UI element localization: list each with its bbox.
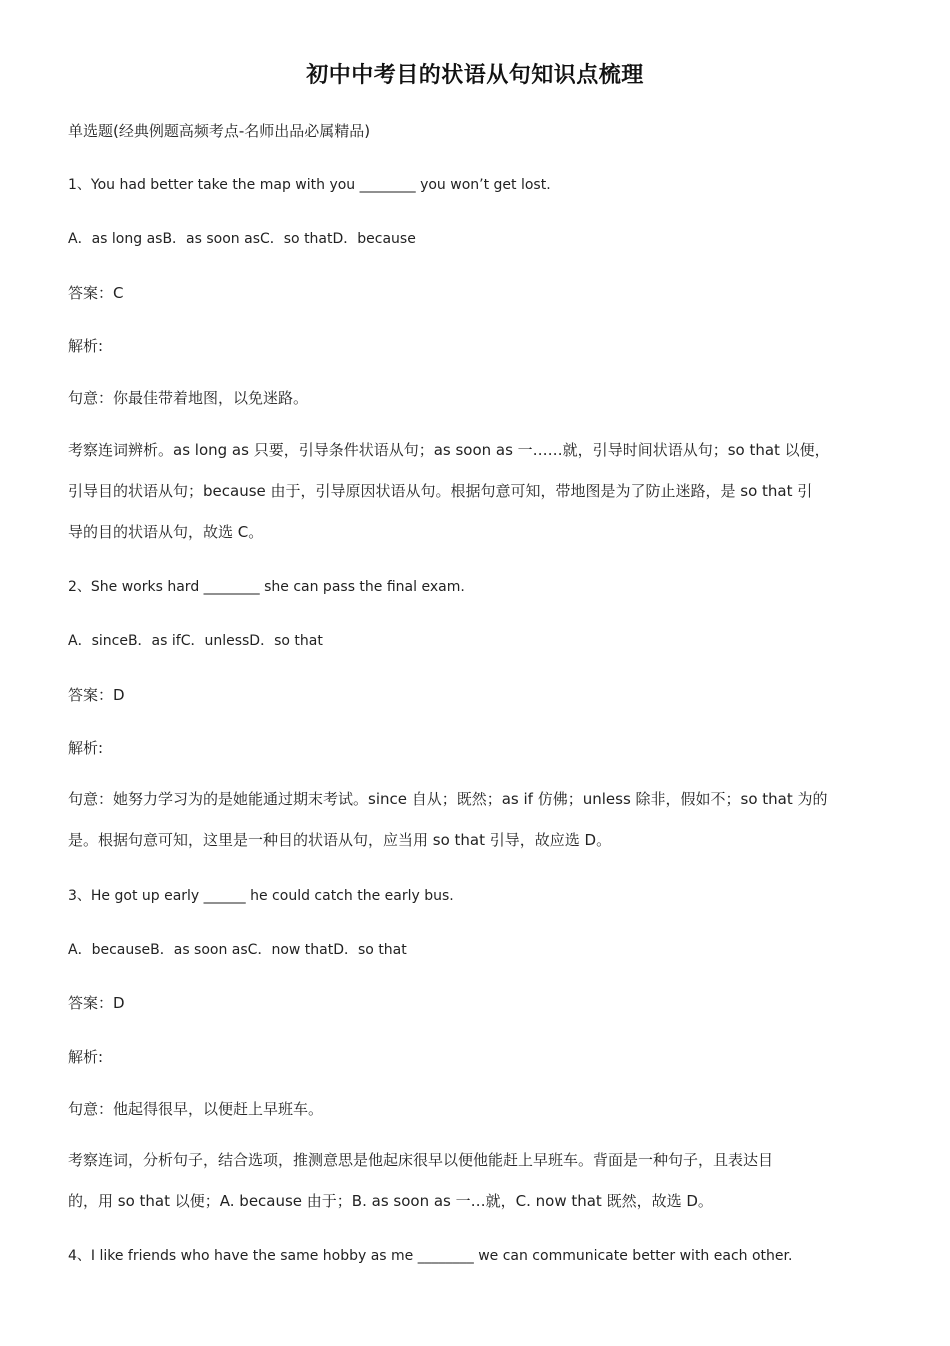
question-2-answer: 答案：D [68, 686, 125, 704]
section-heading: 单选题(经典例题高频考点-名师出品必属精品) [68, 122, 371, 140]
question-3-stem: 3、He got up early ______ he could catch the early bus. [68, 888, 454, 904]
question-3-answer: 答案：D [68, 994, 125, 1012]
question-3-meaning: 句意：他起得很早，以便赶上早班车。 [68, 1100, 324, 1118]
explanation-line: 的，用 so that 以便；A. because 由于；B. as soon as 一…就，C. now that 既然，故选 D。 [68, 1192, 713, 1210]
question-2-analysis-label: 解析: [68, 739, 104, 757]
question-3-options: A．becauseB．as soon asC．now thatD．so that [68, 942, 407, 958]
question-2-options: A．sinceB．as ifC．unlessD．so that [68, 633, 323, 649]
explanation-line: 是。根据句意可知，这里是一种目的状语从句，应当用 so that 引导，故应选 D。 [68, 831, 612, 849]
explanation-line: 引导目的状语从句；because 由于，引导原因状语从句。根据句意可知，带地图是为了防止迷路，是 so that 引 [68, 482, 813, 500]
question-2-explanation [68, 779, 878, 861]
question-4-stem: 4、I like friends who have the same hobby as me ________ we can communicate better with each other. [68, 1248, 793, 1264]
question-1-stem: 1、You had better take the map with you ________ you won’t get lost. [68, 177, 551, 193]
question-3-analysis-label: 解析: [68, 1048, 104, 1066]
question-1-analysis-label: 解析: [68, 337, 104, 355]
explanation-line: 考察连词辨析。as long as 只要，引导条件状语从句；as soon as 一……就，引导时间状语从句；so that 以便， [68, 441, 830, 459]
question-3-explanation [68, 1140, 878, 1222]
page-title: 初中中考目的状语从句知识点梳理 [306, 63, 644, 88]
explanation-line: 句意：她努力学习为的是她能通过期末考试。since 自从；既然；as if 仿佛；unless 除非，假如不；so that 为的 [68, 790, 828, 808]
explanation-line: 导的目的状语从句，故选 C。 [68, 523, 264, 541]
question-1-options: A．as long asB．as soon asC．so thatD．because [68, 231, 416, 247]
question-2-stem: 2、She works hard ________ she can pass the final exam. [68, 579, 465, 595]
question-1-explanation [68, 430, 878, 553]
question-1-answer: 答案：C [68, 284, 124, 302]
explanation-line: 考察连词，分析句子，结合选项，推测意思是他起床很早以便他能赶上早班车。背面是一种句子，且表达目 [68, 1151, 774, 1169]
question-1-meaning: 句意：你最佳带着地图，以免迷路。 [68, 389, 309, 407]
